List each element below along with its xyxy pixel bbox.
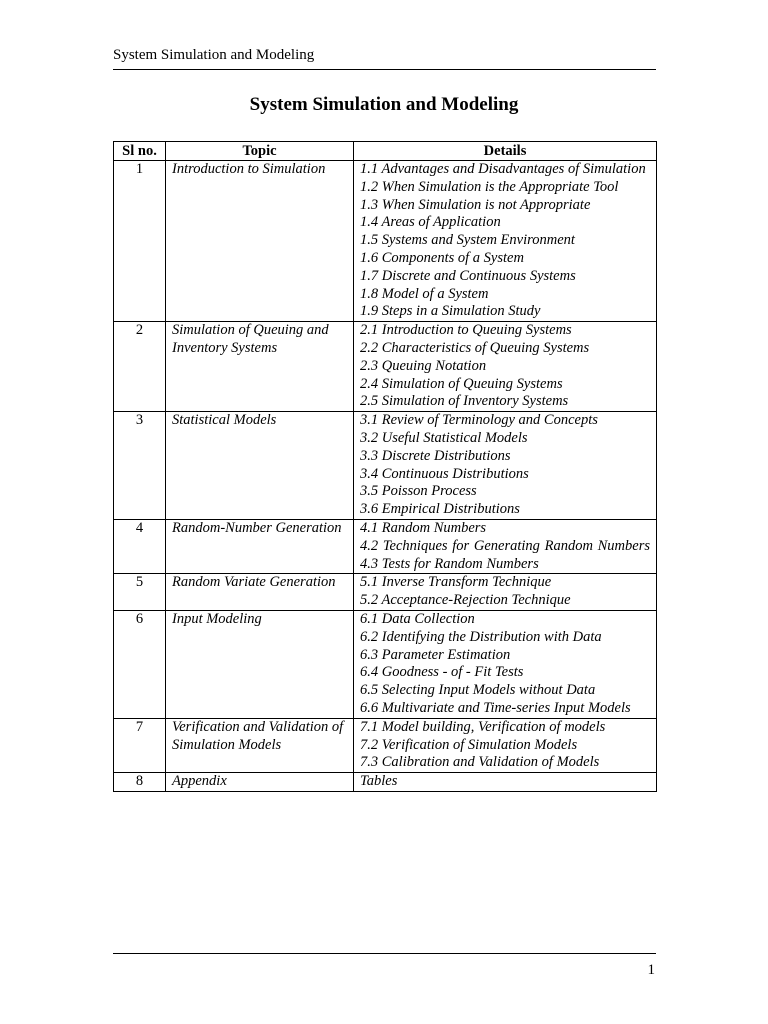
detail-item: 1.1 Advantages and Disadvantages of Simulation: [360, 161, 646, 177]
table-row: [114, 519, 657, 573]
row-topic: Introduction to Simulation: [166, 161, 354, 322]
detail-item: 2.3 Queuing Notation: [360, 357, 487, 374]
running-header: System Simulation and Modeling: [113, 47, 315, 63]
table-header-row: [114, 142, 657, 161]
detail-item: 6.4 Goodness - of - Fit Tests: [360, 664, 524, 681]
row-topic: Verification and Validation of Simulation Models: [166, 718, 354, 772]
row-topic: Appendix: [166, 773, 354, 792]
table-row: [114, 412, 657, 520]
row-details: [354, 412, 657, 520]
detail-item: 5.2 Acceptance-Rejection Technique: [360, 592, 571, 609]
row-topic: Random-Number Generation: [166, 519, 354, 573]
table-row: [114, 773, 657, 792]
detail-item: 6.2 Identifying the Distribution with Data: [360, 628, 602, 645]
column-header-details: Details: [354, 142, 657, 161]
column-header-sl-no: Sl no.: [114, 142, 166, 161]
detail-item: 3.3 Discrete Distributions: [360, 447, 511, 464]
detail-item: 7.2 Verification of Simulation Models: [360, 736, 578, 753]
detail-item: 6.1 Data Collection: [360, 610, 475, 627]
row-details: [354, 161, 657, 322]
detail-item: 2.2 Characteristics of Queuing Systems: [360, 339, 590, 356]
detail-item: 1.3 When Simulation is not Appropriate: [360, 196, 591, 213]
header-rule: [113, 69, 656, 70]
table-row: [114, 574, 657, 611]
row-number: 7: [114, 718, 166, 772]
detail-item: 2.5 Simulation of Inventory Systems: [360, 393, 569, 410]
detail-item: Tables: [360, 773, 398, 790]
detail-item: 1.7 Discrete and Continuous Systems: [360, 267, 576, 284]
detail-item: 6.3 Parameter Estimation: [360, 646, 511, 663]
row-details: [354, 773, 657, 792]
detail-item: 3.5 Poisson Process: [360, 483, 477, 500]
row-topic: Random Variate Generation: [166, 574, 354, 611]
detail-item: 4.3 Tests for Random Numbers: [360, 555, 539, 572]
row-topic: Input Modeling: [166, 610, 354, 718]
detail-item: 4.1 Random Numbers: [360, 519, 487, 536]
page-title: System Simulation and Modeling: [249, 94, 519, 115]
detail-item: 3.1 Review of Terminology and Concepts: [360, 412, 598, 429]
detail-item: 1.8 Model of a System: [360, 285, 489, 302]
row-number: 3: [114, 412, 166, 520]
row-details: [354, 519, 657, 573]
detail-item: 3.6 Empirical Distributions: [360, 501, 520, 518]
row-details: [354, 610, 657, 718]
table-row: [114, 161, 657, 322]
page-number: 1: [647, 962, 655, 978]
detail-item: 1.6 Components of a System: [360, 249, 524, 266]
row-number: 1: [114, 161, 166, 322]
detail-item: 1.5 Systems and System Environment: [360, 232, 575, 249]
row-details: [354, 322, 657, 412]
row-number: 6: [114, 610, 166, 718]
row-number: 5: [114, 574, 166, 611]
detail-item: 7.1 Model building, Verification of models: [360, 718, 606, 735]
detail-item: 5.1 Inverse Transform Technique: [360, 574, 552, 591]
row-details: [354, 574, 657, 611]
detail-item: 4.2 Techniques for Generating Random Numbers: [360, 537, 650, 554]
row-topic: Simulation of Queuing and Inventory Systems: [166, 322, 354, 412]
row-number: 2: [114, 322, 166, 412]
footer-rule: [113, 953, 656, 954]
detail-item: 3.4 Continuous Distributions: [360, 465, 529, 482]
row-number: 4: [114, 519, 166, 573]
detail-item: 2.1 Introduction to Queuing Systems: [360, 322, 572, 339]
column-header-topic: Topic: [166, 142, 354, 161]
row-topic: Statistical Models: [166, 412, 354, 520]
table-row: [114, 610, 657, 718]
detail-item: 1.9 Steps in a Simulation Study: [360, 303, 541, 320]
syllabus-table: [113, 141, 657, 792]
table-row: [114, 322, 657, 412]
detail-item: 6.5 Selecting Input Models without Data: [360, 682, 596, 699]
detail-item: 1.4 Areas of Application: [360, 214, 501, 231]
table-row: [114, 718, 657, 772]
row-details: [354, 718, 657, 772]
detail-item: 6.6 Multivariate and Time-series Input Models: [360, 699, 631, 716]
row-number: 8: [114, 773, 166, 792]
detail-item: 7.3 Calibration and Validation of Models: [360, 754, 600, 771]
detail-item: 2.4 Simulation of Queuing Systems: [360, 375, 563, 392]
detail-item: 1.2 When Simulation is the Appropriate Tool: [360, 178, 619, 195]
table-body: [114, 161, 657, 792]
detail-item: 3.2 Useful Statistical Models: [360, 429, 528, 446]
